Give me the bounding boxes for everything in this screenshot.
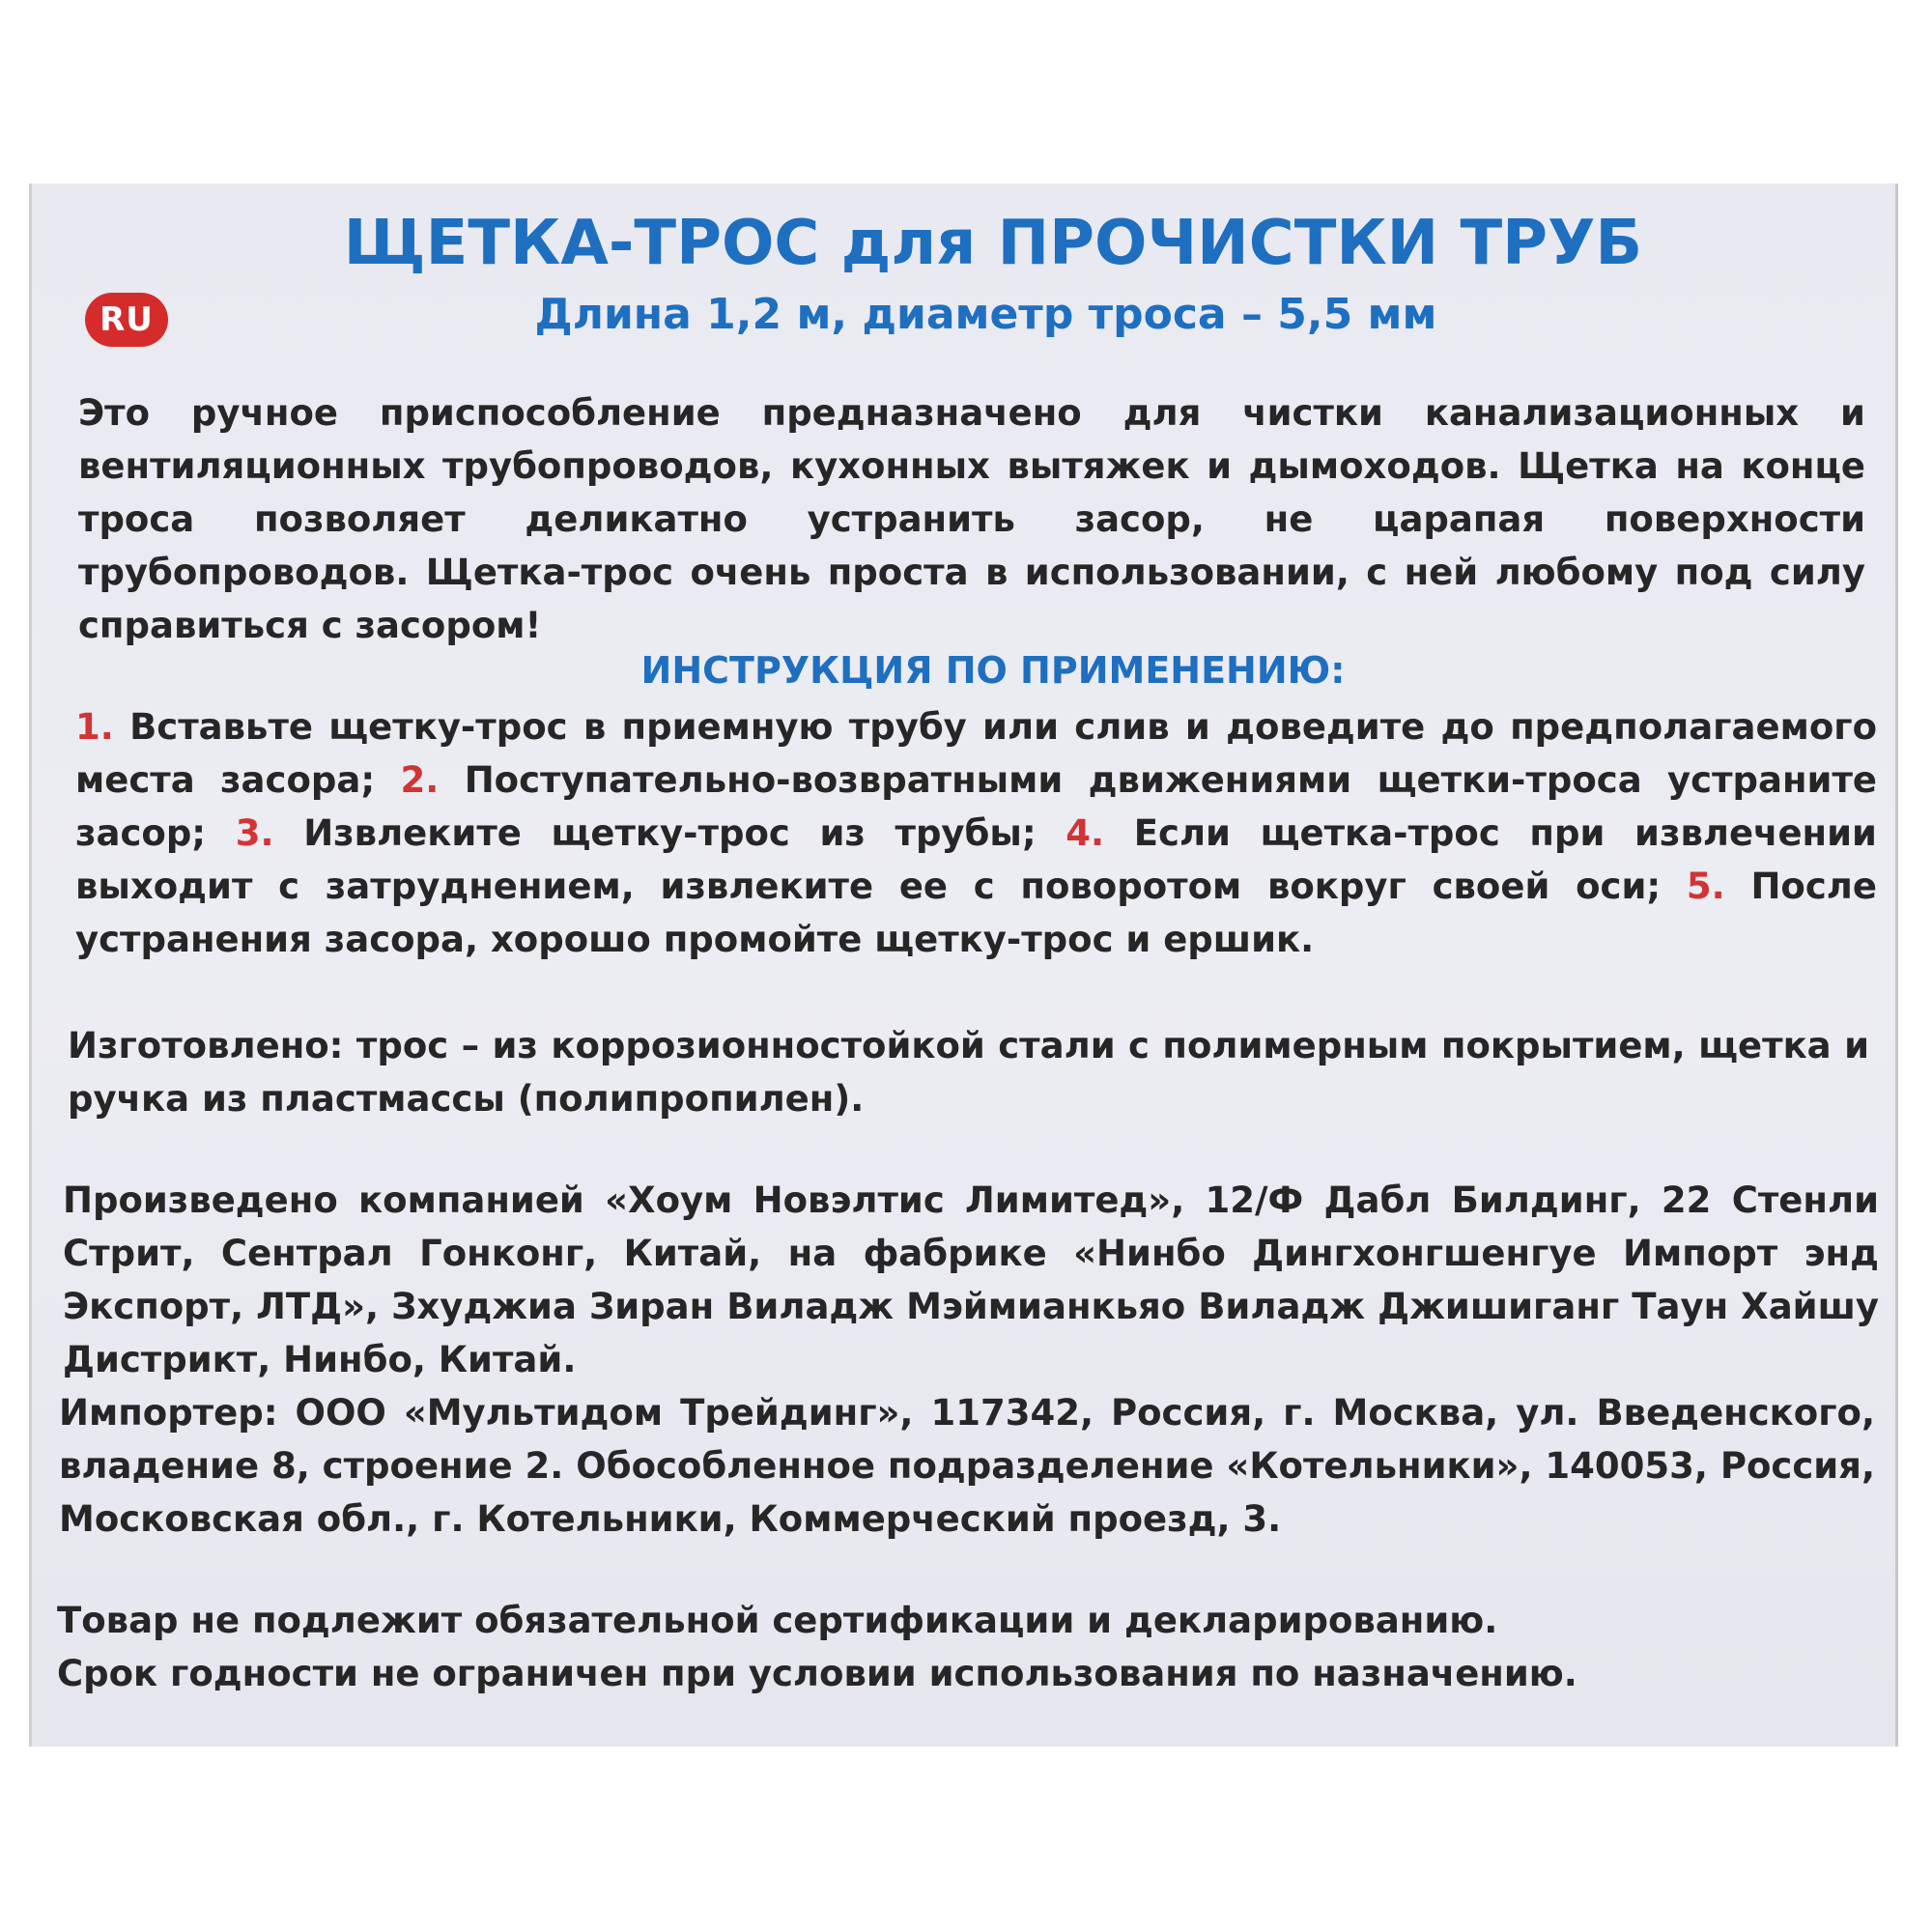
instruction-label-card <box>29 184 1898 1747</box>
step-text: Извлеките щетку-трос из трубы; <box>303 812 1037 854</box>
instructions-steps <box>75 700 1877 966</box>
producer-info: Произведено компанией «Хоум Новэлтис Лимитед», 12/Ф Дабл Билдинг, 22 Стенли Стрит, Сентрал Гонконг, Китай, на фабрике «Нинбо Дингхонгшенгуе Импорт энд Экспорт, ЛТД», Зхуджиа Зиран Виладж Мэймианкьяо Виладж Джишиганг Таун Хайшу Дистрикт, Нинбо, Китай. <box>63 1179 1879 1380</box>
legal-notes <box>57 1594 1873 1700</box>
step-number: 1. <box>75 706 114 748</box>
material-info: Изготовлено: трос – из коррозионностойкой стали с полимерным покрытием, щетка и ручка из пластмассы (полипропилен). <box>68 1025 1869 1120</box>
certification-note: Товар не подлежит обязательной сертификации и декларированию. <box>57 1600 1498 1641</box>
product-title: ЩЕТКА-ТРОС для ПРОЧИСТКИ ТРУБ <box>343 208 1643 279</box>
importer-info: Импортер: ООО «Мультидом Трейдинг», 117342, Россия, г. Москва, ул. Введенского, владение 8, строение 2. Обособленное подразделение «Котельники», 140053, Россия, Московская обл., г. Котельники, Коммерческий проезд, 3. <box>59 1392 1875 1540</box>
step-number: 3. <box>235 812 274 854</box>
step-number: 5. <box>1686 866 1725 907</box>
step-text: После устранения засора, хорошо промойте щетку-трос и ершик. <box>75 866 1877 960</box>
product-description: Это ручное приспособление предназначено для чистки канализационных и вентиляционных трубопроводов, кухонных вытяжек и дымоходов. Щетка на конце троса позволяет деликатно устранить засор, не царапая поверхности трубопроводов. Щетка-трос очень проста в использовании, с ней любому под силу справиться с засором! <box>78 392 1865 646</box>
step-text: Вставьте щетку-трос в приемную трубу или слив и доведите до предполагаемого места засора; <box>75 706 1877 801</box>
step-text: Поступательно-возвратными движениями щетки-троса устраните засор; <box>75 759 1878 854</box>
instructions-heading: ИНСТРУКЦИЯ ПО ПРИМЕНЕНИЮ: <box>640 649 1346 692</box>
shelf-life-note: Срок годности не ограничен при условии использования по назначению. <box>57 1653 1577 1694</box>
step-number: 2. <box>400 759 440 801</box>
product-subtitle: Длина 1,2 м, диаметр троса – 5,5 мм <box>534 290 1437 339</box>
language-badge: RU <box>85 293 168 347</box>
step-number: 4. <box>1065 812 1105 854</box>
step-text: Если щетка-трос при извлечении выходит с затруднением, извлеките ее с поворотом вокруг своей оси; <box>75 812 1877 907</box>
